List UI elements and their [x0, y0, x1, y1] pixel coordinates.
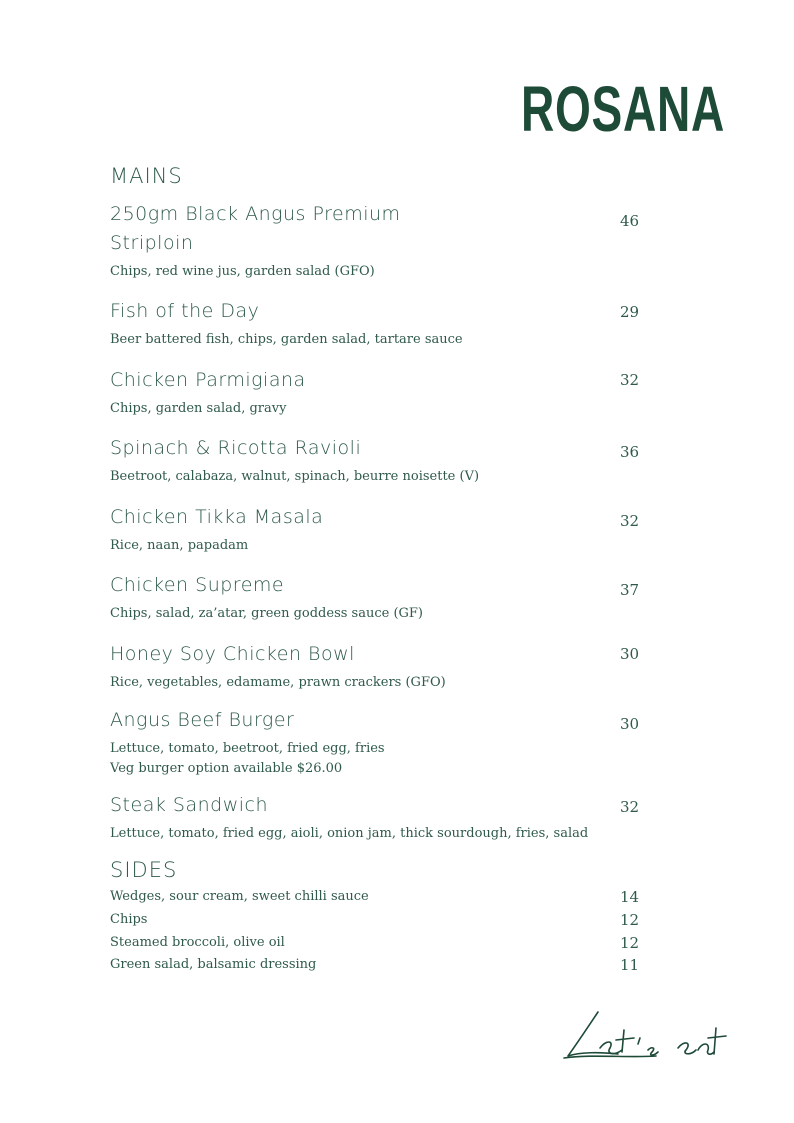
sides-heading: SIDES: [110, 858, 178, 882]
side-name: Wedges, sour cream, sweet chilli sauce: [110, 889, 369, 904]
item-description: Rice, naan, papadam: [110, 538, 249, 553]
menu-item-parmigiana: [110, 366, 650, 419]
side-item-green-salad: [110, 955, 640, 975]
item-name: Angus Beef Burger: [110, 709, 295, 731]
item-name: 250gm Black Angus Premium Striploin: [110, 203, 401, 254]
menu-item-tikka: [110, 503, 650, 556]
item-description: Chips, garden salad, gravy: [110, 401, 287, 416]
side-price: 12: [620, 934, 640, 952]
side-item-chips: [110, 910, 640, 930]
item-description: Chips, red wine jus, garden salad (GFO): [110, 264, 375, 279]
item-name: Spinach & Ricotta Ravioli: [110, 437, 362, 459]
item-description: Lettuce, tomato, beetroot, fried egg, fries: [110, 741, 385, 756]
side-name: Chips: [110, 912, 148, 927]
item-price: 36: [620, 443, 640, 461]
item-price: 30: [620, 645, 640, 663]
item-price: 46: [620, 212, 640, 230]
side-item-broccoli: [110, 933, 640, 953]
menu-item-supreme: [110, 571, 650, 624]
menu-item-steak-sandwich: [110, 791, 650, 844]
item-description: Beer battered fish, chips, garden salad, tartare sauce: [110, 332, 463, 347]
item-price: 30: [620, 715, 640, 733]
menu-item-striploin: [110, 200, 650, 282]
side-price: 14: [620, 888, 640, 906]
item-price: 32: [620, 371, 640, 389]
side-name: Green salad, balsamic dressing: [110, 957, 317, 972]
item-description: Beetroot, calabaza, walnut, spinach, beurre noisette (V): [110, 469, 480, 484]
item-price: 32: [620, 798, 640, 816]
lets-eat-signature: [560, 1000, 730, 1070]
item-name: Chicken Parmigiana: [110, 369, 306, 391]
restaurant-logo: ROSANA: [521, 73, 726, 145]
mains-heading: MAINS: [110, 164, 183, 188]
item-name: Steak Sandwich: [110, 794, 268, 816]
item-description: Chips, salad, za’atar, green goddess sauce (GF): [110, 606, 423, 621]
side-price: 12: [620, 911, 640, 929]
item-price: 37: [620, 581, 640, 599]
item-name: Fish of the Day: [110, 300, 260, 322]
side-item-wedges: [110, 887, 640, 907]
item-price: 29: [620, 303, 640, 321]
item-description: Lettuce, tomato, fried egg, aioli, onion jam, thick sourdough, fries, salad: [110, 826, 589, 841]
menu-item-burger: [110, 706, 650, 779]
menu-item-ravioli: [110, 434, 650, 487]
side-name: Steamed broccoli, olive oil: [110, 935, 285, 950]
item-name: Chicken Supreme: [110, 574, 285, 596]
item-price: 32: [620, 512, 640, 530]
item-name: Honey Soy Chicken Bowl: [110, 643, 355, 665]
menu-item-fish: [110, 297, 650, 350]
side-price: 11: [620, 956, 640, 974]
item-description: Rice, vegetables, edamame, prawn crackers (GFO): [110, 675, 446, 690]
menu-item-honey-soy: [110, 640, 650, 693]
item-name: Chicken Tikka Masala: [110, 506, 324, 528]
item-note: Veg burger option available $26.00: [110, 761, 343, 776]
